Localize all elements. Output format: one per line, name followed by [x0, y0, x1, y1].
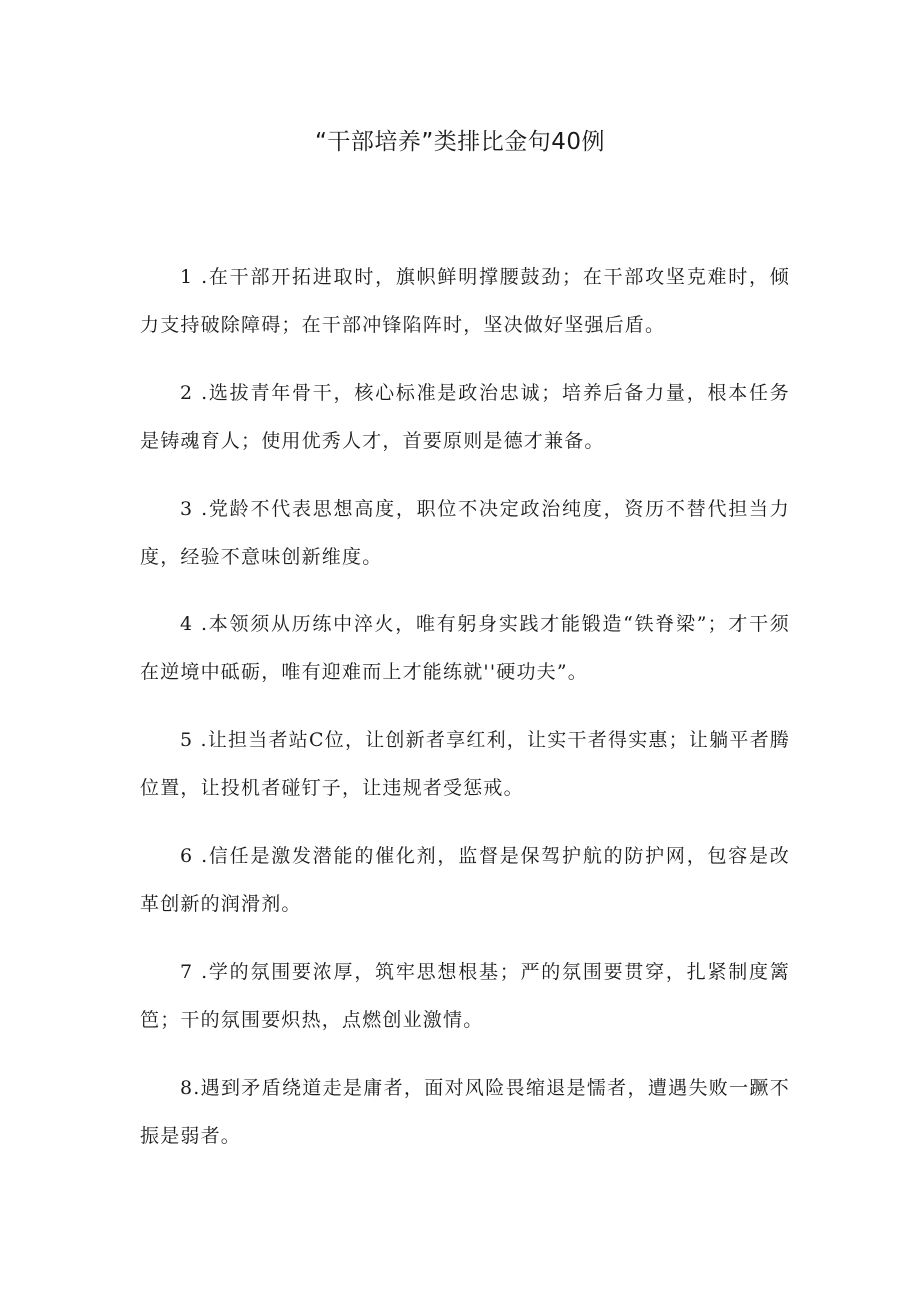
paragraph-2: 2 .选拔青年骨干，核心标准是政治忠诚；培养后备力量，根本任务是铸魂育人；使用优秀人才，首要原则是德才兼备。	[140, 382, 790, 452]
paragraph-4: 4 .本领须从历练中淬火，唯有躬身实践才能锻造“铁脊梁”；才干须在逆境中砥砺，唯有迎难而上才能练就''硬功夫”。	[140, 613, 790, 683]
paragraph-6: 6 .信任是激发潜能的催化剂，监督是保驾护航的防护网，包容是改革创新的润滑剂。	[140, 845, 790, 915]
paragraph-8: 8.遇到矛盾绕道走是庸者，面对风险畏缩退是懦者，遭遇失败一蹶不振是弱者。	[140, 1077, 790, 1147]
document-title: “干部培养”类排比金句40例	[314, 129, 606, 155]
paragraph-3: 3 .党龄不代表思想高度，职位不决定政治纯度，资历不替代担当力度，经验不意味创新维度。	[140, 498, 790, 568]
paragraph-7: 7 .学的氛围要浓厚，筑牢思想根基；严的氛围要贯穿，扎紧制度篱笆；干的氛围要炽热，点燃创业激情。	[140, 961, 790, 1031]
paragraph-5: 5 .让担当者站C位，让创新者享红利，让实干者得实惠；让躺平者腾位置，让投机者碰钉子，让违规者受惩戒。	[140, 729, 790, 799]
paragraph-1: 1 .在干部开拓进取时，旗帜鲜明撑腰鼓劲；在干部攻坚克难时，倾力支持破除障碍；在干部冲锋陷阵时，坚决做好坚强后盾。	[140, 266, 790, 336]
